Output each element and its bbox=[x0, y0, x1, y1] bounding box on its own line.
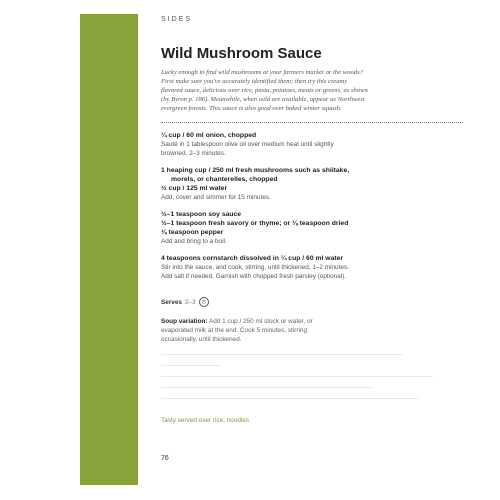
variation-text: evaporated milk at the end. Cook 5 minutes, stirring bbox=[161, 327, 307, 334]
ingredient-line: ¼ cup / 60 ml onion, chopped bbox=[161, 132, 257, 139]
ingredient-line: ½ cup / 125 ml water bbox=[161, 185, 228, 192]
page-number: 76 bbox=[161, 455, 169, 462]
direction-line: Stir into the sauce, and cook, stirring, until thickened, 1–2 minutes. bbox=[161, 264, 349, 271]
direction-line: Add and bring to a boil. bbox=[161, 238, 227, 245]
recipe-title: Wild Mushroom Sauce bbox=[161, 45, 322, 62]
serves-row bbox=[161, 297, 463, 307]
intro-line: First make sure you've accurately identified them; then try this creamy bbox=[161, 78, 348, 85]
variation-text: occasionally, until thickened. bbox=[161, 336, 242, 343]
ingredient-line: ⅛ teaspoon pepper bbox=[161, 229, 224, 236]
faded-line bbox=[161, 365, 221, 366]
intro-line: flavored sauce, delicious over rice, pasta, potatoes, meats or greens, as shown bbox=[161, 87, 368, 94]
section-label: SIDES bbox=[161, 16, 193, 23]
variation-text: Add 1 cup / 250 ml stock or water, or bbox=[207, 318, 313, 325]
tip-text: Tasty served over rice, noodles bbox=[161, 417, 250, 424]
recipe-step-3 bbox=[161, 210, 463, 246]
intro-line: Lucky enough to find wild mushrooms at your farmers market or the woods? bbox=[161, 69, 363, 76]
direction-line: Add salt if needed. Garnish with chopped fresh parsley (optional). bbox=[161, 273, 347, 280]
accent-side-bar bbox=[80, 14, 138, 485]
ingredient-line: 1 heaping cup / 250 ml fresh mushrooms such as shiitake, bbox=[161, 167, 350, 174]
intro-line: (by Byron p. 186). Meanwhile, when wild are available, appear as Northwest bbox=[161, 96, 365, 103]
recipe-step-4 bbox=[161, 254, 463, 281]
faded-line bbox=[161, 398, 418, 399]
clock-icon: ◷ bbox=[199, 297, 209, 307]
ingredient-line: 4 teaspoons cornstarch dissolved in ¼ cup / 60 ml water bbox=[161, 255, 344, 262]
dotted-divider bbox=[161, 122, 463, 123]
intro-line: evergreen forests. This sauce is also good over baked winter squash. bbox=[161, 105, 342, 112]
direction-line: Add, cover and simmer for 15 minutes. bbox=[161, 194, 271, 201]
ingredient-line: ½–1 teaspoon soy sauce bbox=[161, 211, 242, 218]
soup-variation bbox=[161, 317, 463, 344]
faded-line bbox=[161, 376, 433, 377]
direction-line: browned, 2–3 minutes. bbox=[161, 150, 226, 157]
variation-label: Soup variation: bbox=[161, 318, 208, 325]
ingredient-line: morels, or chanterelles, chopped bbox=[171, 176, 278, 183]
recipe-content bbox=[161, 16, 463, 409]
direction-line: Sauté in 1 tablespoon olive oil over medium heat until slightly bbox=[161, 141, 334, 148]
ingredient-line: ½–1 teaspoon fresh savory or thyme; or ⅛ teaspoon dried bbox=[161, 220, 349, 227]
recipe-step-1 bbox=[161, 131, 463, 158]
faded-line bbox=[161, 387, 372, 388]
serves-label: Serves bbox=[161, 298, 182, 306]
faded-text-block bbox=[161, 354, 463, 399]
recipe-step-2 bbox=[161, 166, 463, 202]
faded-line bbox=[161, 354, 403, 355]
recipe-intro bbox=[161, 68, 463, 113]
serves-value: 2–3 bbox=[184, 298, 196, 306]
